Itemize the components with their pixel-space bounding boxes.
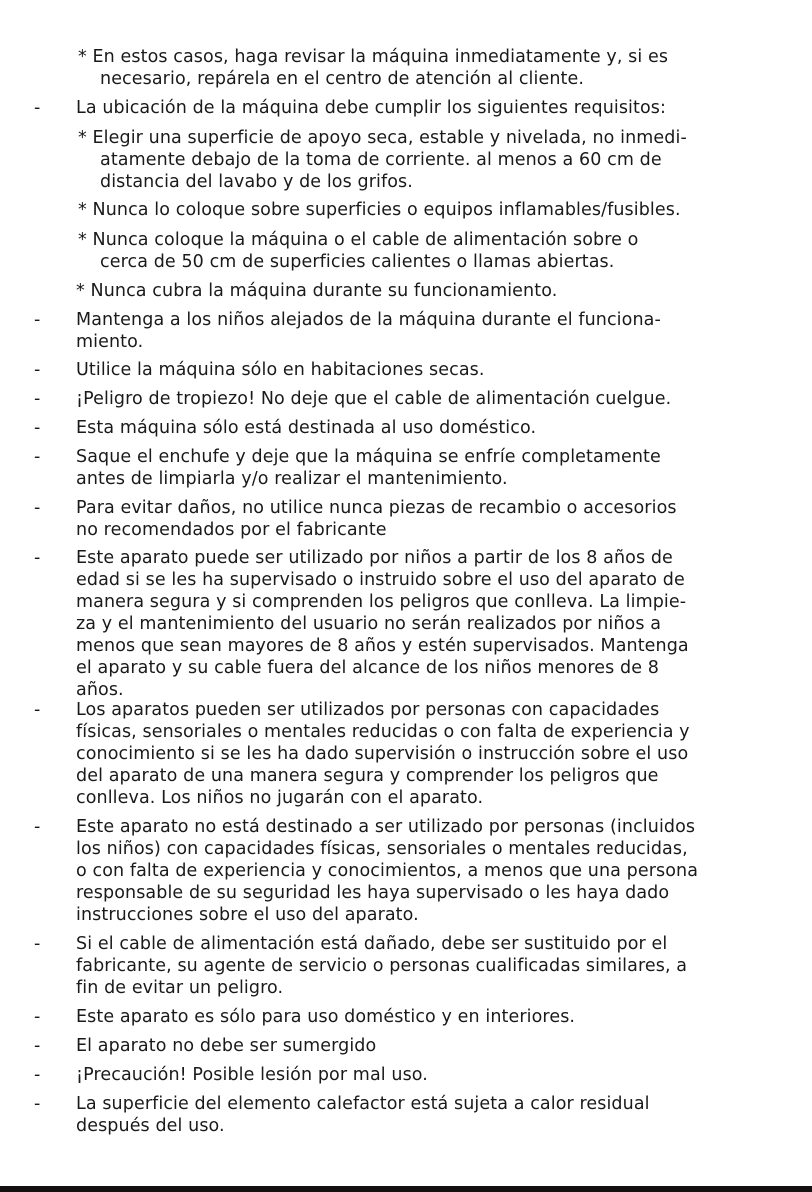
text-line: antes de limpiarla y/o realizar el mantenimiento. [76, 469, 508, 489]
text-line: Para evitar daños, no utilice nunca piezas de recambio o accesorios [76, 498, 677, 518]
list-bullet: - [34, 1007, 41, 1027]
text-line: El aparato no debe ser sumergido [76, 1036, 377, 1056]
list-bullet: - [34, 1065, 41, 1085]
text-line: cerca de 50 cm de superficies calientes o llamas abiertas. [100, 252, 615, 272]
text-line: fabricante, su agente de servicio o personas cualificadas similares, a [76, 956, 688, 976]
list-bullet: - [34, 360, 41, 380]
text-line: distancia del lavabo y de los grifos. [100, 172, 413, 192]
text-line: conlleva. Los niños no jugarán con el aparato. [76, 788, 484, 808]
list-bullet: - [34, 498, 41, 518]
text-line: instrucciones sobre el uso del aparato. [76, 905, 419, 925]
list-bullet: - [34, 817, 41, 837]
list-bullet: - [34, 310, 41, 330]
text-line: o con falta de experiencia y conocimientos, a menos que una persona [76, 861, 699, 881]
text-line: Esta máquina sólo está destinada al uso doméstico. [76, 418, 537, 438]
text-line: físicas, sensoriales o mentales reducidas o con falta de experiencia y [76, 722, 690, 742]
text-line: no recomendados por el fabricante [76, 520, 387, 540]
text-line: Este aparato puede ser utilizado por niños a partir de los 8 años de [76, 548, 673, 568]
text-line: La superficie del elemento calefactor está sujeta a calor residual [76, 1094, 650, 1114]
text-line: responsable de su seguridad les haya supervisado o les haya dado [76, 883, 670, 903]
text-line: después del uso. [76, 1116, 225, 1136]
text-line: años. [76, 680, 124, 700]
text-line: La ubicación de la máquina debe cumplir los siguientes requisitos: [76, 98, 667, 118]
text-line: Si el cable de alimentación está dañado, debe ser sustituido por el [76, 934, 668, 954]
text-line: Los aparatos pueden ser utilizados por personas con capacidades [76, 700, 660, 720]
text-line: Saque el enchufe y deje que la máquina se enfríe completamente [76, 447, 661, 467]
text-line: conocimiento si se les ha dado supervisión o instrucción sobre el uso [76, 744, 689, 764]
text-line: del aparato de una manera segura y comprender los peligros que [76, 766, 659, 786]
text-line: * Nunca coloque la máquina o el cable de alimentación sobre o [78, 230, 639, 250]
list-bullet: - [34, 548, 41, 568]
text-line: los niños) con capacidades físicas, sensoriales o mentales reducidas, [76, 839, 688, 859]
text-line: edad si se les ha supervisado o instruido sobre el uso del aparato de [76, 570, 685, 590]
text-line: Este aparato no está destinado a ser utilizado por personas (incluidos [76, 817, 696, 837]
text-line: Este aparato es sólo para uso doméstico y en interiores. [76, 1007, 576, 1027]
text-line: Mantenga a los niños alejados de la máquina durante el funciona- [76, 310, 661, 330]
list-bullet: - [34, 447, 41, 467]
text-line: el aparato y su cable fuera del alcance de los niños menores de 8 [76, 658, 659, 678]
page-bottom-border [0, 1186, 812, 1192]
text-line: za y el mantenimiento del usuario no serán realizados por niños a [76, 614, 662, 634]
text-line: * Nunca lo coloque sobre superficies o equipos inflamables/fusibles. [78, 200, 681, 220]
list-bullet: - [34, 389, 41, 409]
text-line: necesario, repárela en el centro de atención al cliente. [100, 69, 585, 89]
text-line: miento. [76, 332, 144, 352]
text-line: atamente debajo de la toma de corriente. al menos a 60 cm de [100, 150, 662, 170]
text-line: * Elegir una superficie de apoyo seca, estable y nivelada, no inmedi- [78, 128, 687, 148]
text-line: ¡Peligro de tropiezo! No deje que el cable de alimentación cuelgue. [76, 389, 672, 409]
list-bullet: - [34, 1094, 41, 1114]
text-line: Utilice la máquina sólo en habitaciones secas. [76, 360, 485, 380]
list-bullet: - [34, 1036, 41, 1056]
list-bullet: - [34, 700, 41, 720]
list-bullet: - [34, 418, 41, 438]
text-line: manera segura y si comprenden los peligros que conlleva. La limpie- [76, 592, 687, 612]
text-line: fin de evitar un peligro. [76, 978, 284, 998]
text-line: * En estos casos, haga revisar la máquina inmediatamente y, si es [78, 47, 669, 67]
text-line: ¡Precaución! Posible lesión por mal uso. [76, 1065, 428, 1085]
text-line: menos que sean mayores de 8 años y estén supervisados. Mantenga [76, 636, 689, 656]
list-bullet: - [34, 934, 41, 954]
text-line: * Nunca cubra la máquina durante su funcionamiento. [76, 281, 558, 301]
list-bullet: - [34, 98, 41, 118]
